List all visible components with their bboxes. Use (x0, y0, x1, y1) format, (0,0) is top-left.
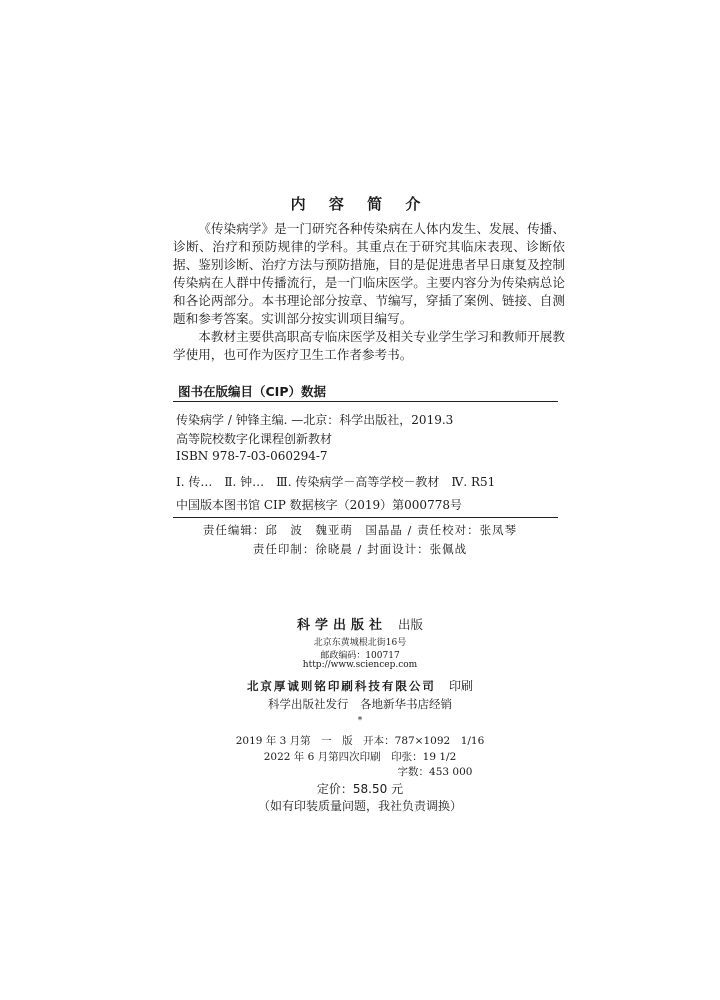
cip-bottom-divider (173, 517, 558, 518)
separator-asterisk: * (357, 716, 363, 726)
printer-name: 北京厚诚则铭印刷科技有限公司 (246, 679, 436, 693)
editors-line: 责任编辑：邱 波 魏亚萌 国晶晶 / 责任校对：张凤琴 (202, 523, 518, 537)
cip-line: 高等院校数字化课程创新教材 (176, 432, 333, 446)
publisher-block (0, 614, 720, 633)
publisher-address: 北京东黄城根北街16号 (313, 638, 407, 648)
printer-suffix: 印刷 (449, 679, 474, 693)
price: 定价：58.50 元 (316, 782, 404, 796)
cip-top-divider (173, 401, 558, 402)
cip-line: 中国版本图书馆 CIP 数据核字（2019）第000778号 (176, 498, 462, 512)
cip-heading: 图书在版编目（CIP）数据 (178, 384, 326, 399)
intro-text (173, 220, 565, 364)
publisher-postcode: 邮政编码：100717 (320, 651, 400, 661)
cip-line: 传染病学 / 钟锋主编. —北京：科学出版社，2019.3 (176, 413, 454, 427)
distribution-line: 科学出版社发行 各地新华书店经销 (268, 697, 452, 711)
production-line: 责任印制：徐晓晨 / 封面设计：张佩战 (252, 542, 468, 556)
intro-title: 内 容 简 介 (290, 195, 430, 213)
word-count-line: 字数：453 000 (397, 766, 473, 778)
quality-notice: （如有印装质量问题，我社负责调换） (257, 799, 462, 813)
printer-block (0, 675, 720, 694)
publisher-website: http://www.sciencep.com (302, 660, 418, 670)
intro-paragraph: 本教材主要供高职高专临床医学及相关专业学生学习和教师开展教学使用，也可作为医疗卫生工作者参考书。 (173, 329, 565, 362)
publisher-name: 科学出版社 (296, 618, 387, 633)
cip-line: ISBN 978-7-03-060294-7 (176, 449, 328, 463)
publisher-suffix: 出版 (398, 617, 424, 632)
edition-line: 2019 年 3 月第 一 版 开本：787×1092 1/16 (235, 735, 485, 747)
intro-paragraph: 《传染病学》是一门研究各种传染病在人体内发生、发展、传播、诊断、治疗和预防规律的学科。其重点在于研究其临床表现、诊断依据、鉴别诊断、治疗方法与预防措施，目的是促进患者早日康复及控制传染病在人群中传播流行，是一门临床医学。主要内容分为传染病总论和各论两部分。本书理论部分按章、节编写，穿插了案例、链接、自测题和参考答案。实训部分按实训项目编写。 (173, 221, 565, 326)
cip-line: Ⅰ. 传… Ⅱ. 钟… Ⅲ. 传染病学－高等学校－教材 Ⅳ. R51 (176, 475, 496, 489)
printing-line: 2022 年 6 月第四次印刷 印张：19 1/2 (263, 751, 457, 763)
